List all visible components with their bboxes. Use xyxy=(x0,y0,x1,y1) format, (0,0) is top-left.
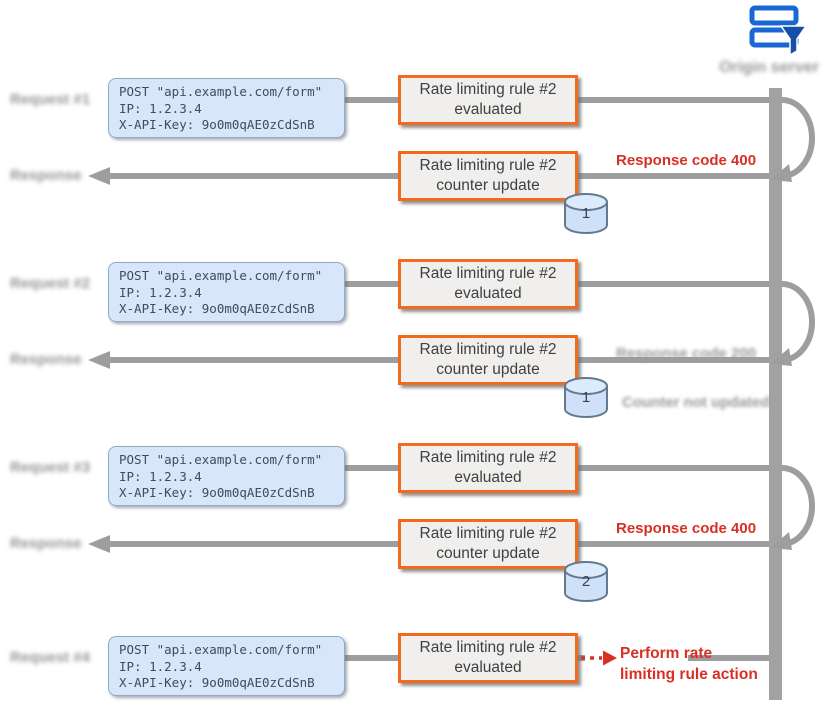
counter-value-3: 2 xyxy=(581,573,591,590)
roundtrip-arc-1 xyxy=(782,100,812,176)
request-card-line-apikey: X-API-Key: 9o0m0qAE0zCdSnB xyxy=(119,301,315,316)
lane-label-request-4: Request #4 xyxy=(10,649,91,666)
counter-update-text: Rate limiting rule #2 xyxy=(419,340,557,358)
server-filter-icon xyxy=(748,3,808,58)
request-card-4 xyxy=(108,636,345,696)
request-card-line-ip: IP: 1.2.3.4 xyxy=(119,284,202,300)
request-card-line-apikey: X-API-Key: 9o0m0qAE0zCdSnB xyxy=(119,675,315,690)
rule-evaluated-text: Rate limiting rule #2 xyxy=(419,264,557,282)
lane-label-response-2: Response xyxy=(10,351,82,368)
request-card-line-apikey: X-API-Key: 9o0m0qAE0zCdSnB xyxy=(119,485,315,500)
roundtrip-arc-2 xyxy=(782,284,812,360)
rule-evaluated-text: evaluated xyxy=(454,469,522,486)
counter-not-updated-note: Counter not updated xyxy=(622,394,770,411)
request-card-1 xyxy=(108,78,345,138)
lane-label-request-3: Request #3 xyxy=(10,459,91,476)
request-card-line-ip: IP: 1.2.3.4 xyxy=(119,468,202,484)
rule-evaluated-box-1 xyxy=(398,75,578,125)
request-card-line-method: POST "api.example.com/form" xyxy=(119,84,323,99)
lane-label-request-2: Request #2 xyxy=(10,275,91,292)
counter-value-2: 1 xyxy=(581,389,591,406)
counter-update-box-1 xyxy=(398,151,578,201)
rule-evaluated-text: Rate limiting rule #2 xyxy=(419,638,557,656)
counter-value-1: 1 xyxy=(581,205,591,222)
lane-label-response-1: Response xyxy=(10,167,82,184)
request-card-line-method: POST "api.example.com/form" xyxy=(119,452,323,467)
rule-evaluated-text: Rate limiting rule #2 xyxy=(419,448,557,466)
rule-evaluated-text: evaluated xyxy=(454,285,522,302)
response-code-note-1: Response code 400 xyxy=(616,152,757,169)
lane-label-request-1: Request #1 xyxy=(10,91,91,108)
request-card-line-ip: IP: 1.2.3.4 xyxy=(119,100,202,116)
blocked-action-arrowhead xyxy=(603,651,617,666)
lane-label-response-3: Response xyxy=(10,535,82,552)
server-label: Origin server xyxy=(719,59,819,76)
roundtrip-arc-3 xyxy=(782,468,812,544)
perform-action-note-line2: limiting rule action xyxy=(620,665,758,683)
counter-update-box-2 xyxy=(398,335,578,385)
counter-update-text: Rate limiting rule #2 xyxy=(419,156,557,174)
request-card-line-ip: IP: 1.2.3.4 xyxy=(119,658,202,674)
counter-update-box-3 xyxy=(398,519,578,569)
counter-update-text: counter update xyxy=(436,361,540,378)
counter-database-icon-1 xyxy=(562,192,610,236)
request-card-line-method: POST "api.example.com/form" xyxy=(119,642,323,657)
perform-action-note-line1: Perform rate xyxy=(620,645,713,662)
rule-evaluated-box-2 xyxy=(398,259,578,309)
rule-evaluated-box-3 xyxy=(398,443,578,493)
request-card-3 xyxy=(108,446,345,506)
rule-evaluated-box-4 xyxy=(398,633,578,683)
rule-evaluated-text: Rate limiting rule #2 xyxy=(419,80,557,98)
counter-database-icon-2 xyxy=(562,376,610,420)
request-card-line-apikey: X-API-Key: 9o0m0qAE0zCdSnB xyxy=(119,117,315,132)
request-card-2 xyxy=(108,262,345,322)
counter-update-text: Rate limiting rule #2 xyxy=(419,524,557,542)
request-card-line-method: POST "api.example.com/form" xyxy=(119,268,323,283)
response-code-note-2: Response code 200 xyxy=(616,345,757,362)
rule-evaluated-text: evaluated xyxy=(454,101,522,118)
counter-update-text: counter update xyxy=(436,545,540,562)
response-code-note-3: Response code 400 xyxy=(616,520,757,537)
counter-update-text: counter update xyxy=(436,177,540,194)
rule-evaluated-text: evaluated xyxy=(454,659,522,676)
perform-action-note xyxy=(620,644,758,686)
counter-database-icon-3 xyxy=(562,560,610,604)
